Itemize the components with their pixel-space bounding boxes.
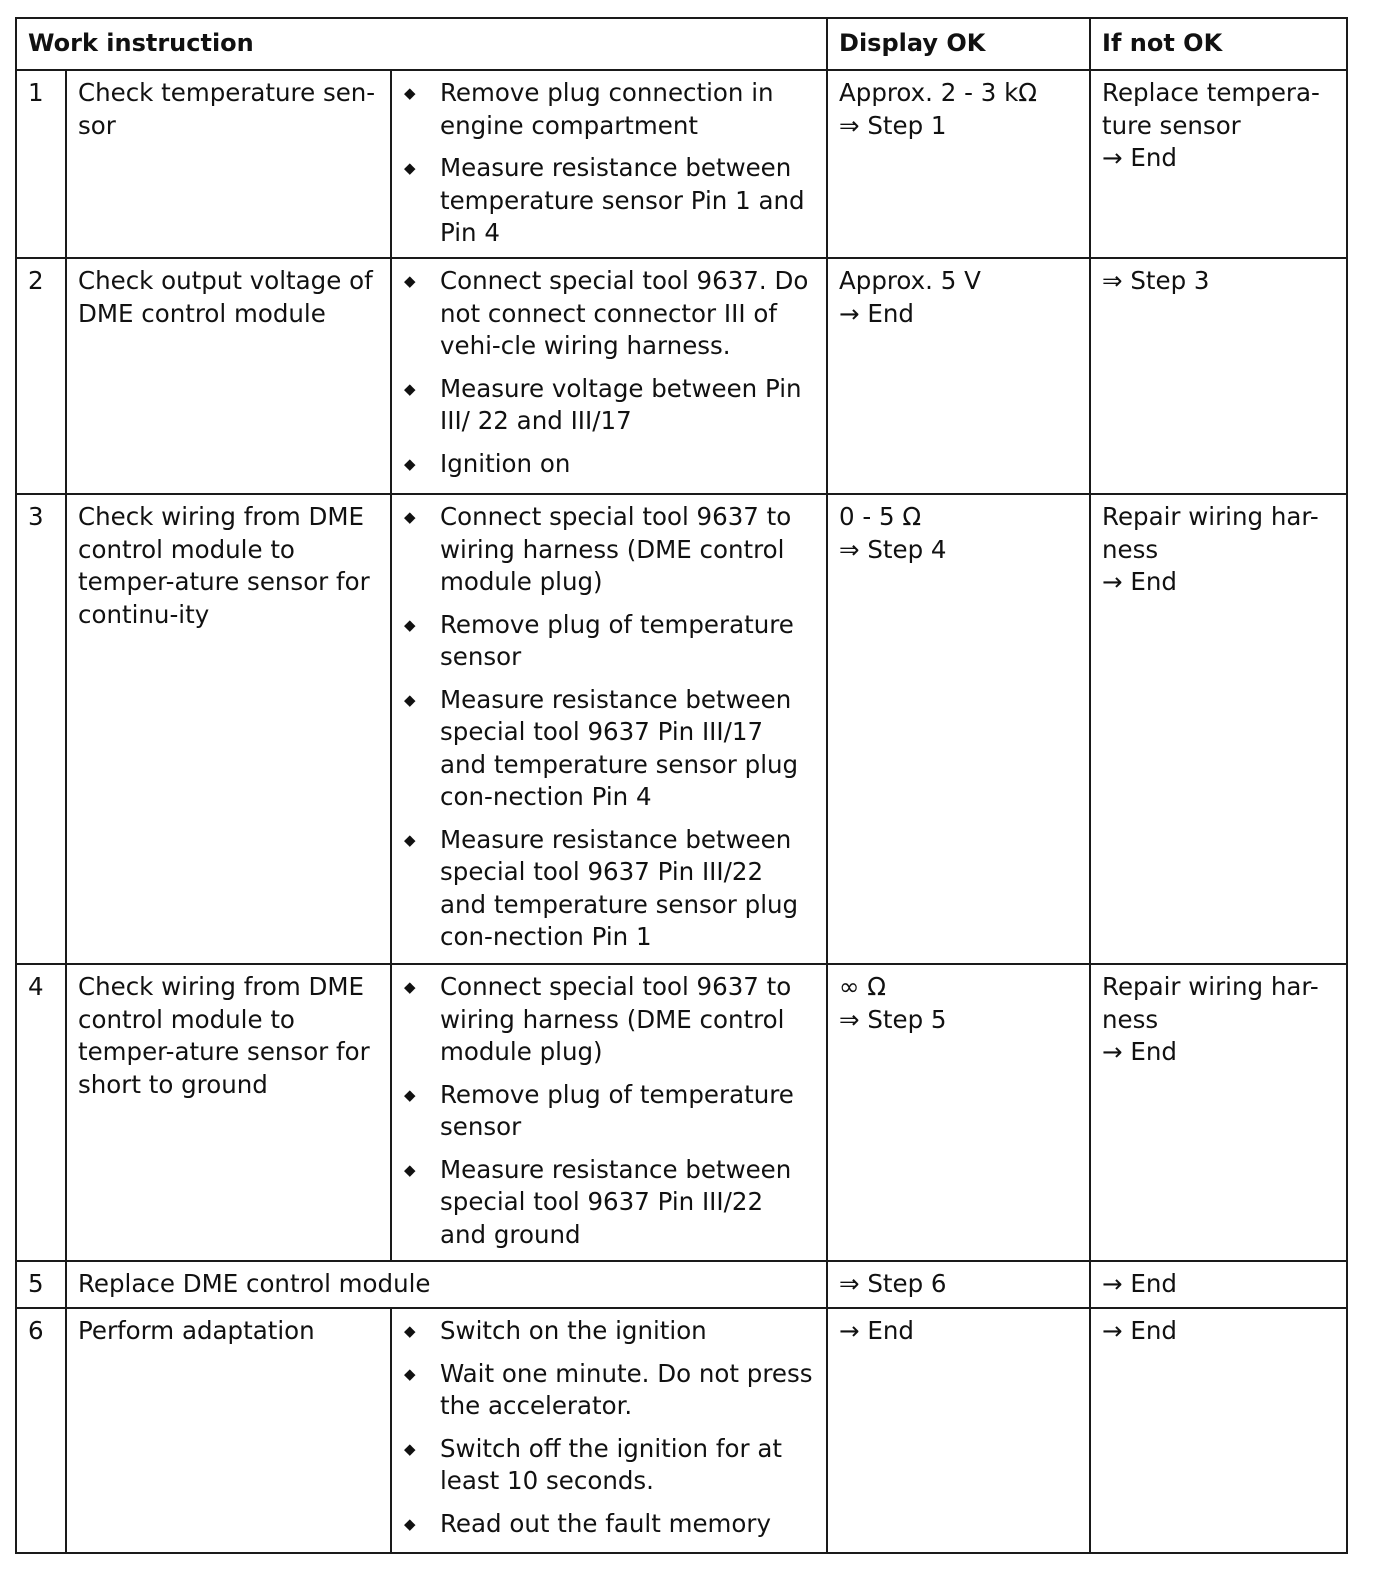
step-number: 4 xyxy=(16,964,66,1261)
list-item xyxy=(403,1433,816,1498)
display-ok-cell xyxy=(827,494,1090,964)
if-not-ok-next: → End xyxy=(1102,1037,1177,1066)
instruction-text: Remove plug of temperature sensor xyxy=(440,1079,794,1141)
work-instruction-sheet xyxy=(15,17,1346,1554)
display-ok-next: → End xyxy=(839,298,914,328)
display-ok-cell xyxy=(827,258,1090,494)
step-instructions xyxy=(391,964,827,1261)
diamond-bullet-icon: ◆ xyxy=(404,272,416,290)
step-number: 6 xyxy=(16,1308,66,1553)
diamond-bullet-icon: ◆ xyxy=(404,379,416,398)
instruction-text: Measure resistance between special tool 9637 Pin III/22 and temperature sensor plug con-nection Pin 1 xyxy=(440,824,799,951)
step-number: 1 xyxy=(16,70,66,258)
display-ok-value: 0 - 5 Ω xyxy=(839,502,922,531)
instruction-list xyxy=(403,971,816,1251)
table-row xyxy=(16,1308,1347,1553)
instruction-text: Remove plug connection in engine compartment xyxy=(440,78,774,140)
header-display-ok: Display OK xyxy=(827,18,1090,70)
if-not-ok-action: Repair wiring har-ness xyxy=(1102,972,1319,1034)
header-work-instruction: Work instruction xyxy=(16,18,827,70)
instruction-text: Ignition on xyxy=(440,448,571,478)
display-ok-value: ∞ Ω xyxy=(839,972,886,1001)
header-row xyxy=(16,18,1347,70)
display-ok-cell xyxy=(827,1261,1090,1308)
if-not-ok-next: → End xyxy=(1102,567,1177,596)
display-ok-value: Approx. 5 V xyxy=(839,266,981,295)
diamond-bullet-icon: ◆ xyxy=(404,508,416,526)
check-description: Check wiring from DME control module to temper-ature sensor for continu-ity xyxy=(66,494,391,964)
diamond-bullet-icon: ◆ xyxy=(404,615,416,634)
instruction-text: Remove plug of temperature sensor xyxy=(440,609,794,671)
step-instructions xyxy=(391,1308,827,1553)
if-not-ok-cell xyxy=(1090,1308,1347,1553)
instruction-list xyxy=(403,1315,816,1540)
display-ok-next: ⇒ Step 4 xyxy=(839,534,947,564)
table-row xyxy=(16,494,1347,964)
if-not-ok-cell xyxy=(1090,258,1347,494)
display-ok-cell xyxy=(827,1308,1090,1553)
instruction-text: Measure resistance between temperature sensor Pin 1 and Pin 4 xyxy=(440,153,805,247)
instruction-text: Read out the fault memory xyxy=(440,1508,771,1538)
list-item xyxy=(403,1508,816,1541)
diamond-bullet-icon: ◆ xyxy=(404,1364,416,1383)
if-not-ok-next: → End xyxy=(1102,1269,1177,1298)
list-item xyxy=(403,77,816,142)
if-not-ok-cell xyxy=(1090,70,1347,258)
diamond-bullet-icon: ◆ xyxy=(404,1085,416,1104)
instruction-list xyxy=(403,265,816,480)
diamond-bullet-icon: ◆ xyxy=(404,1439,416,1458)
list-item xyxy=(403,824,816,954)
diamond-bullet-icon: ◆ xyxy=(404,1514,416,1533)
list-item xyxy=(403,971,816,1069)
instruction-text: Measure voltage between Pin III/ 22 and III/17 xyxy=(440,373,802,435)
instruction-text: Switch off the ignition for at least 10 seconds. xyxy=(440,1433,782,1495)
step-number: 3 xyxy=(16,494,66,964)
display-ok-next: → End xyxy=(839,1316,914,1345)
table-row xyxy=(16,258,1347,494)
if-not-ok-action: Repair wiring har-ness xyxy=(1102,502,1319,564)
list-item xyxy=(403,609,816,674)
step-instructions xyxy=(391,494,827,964)
table-row xyxy=(16,1261,1347,1308)
check-description: Check wiring from DME control module to temper-ature sensor for short to ground xyxy=(66,964,391,1261)
display-ok-next: ⇒ Step 5 xyxy=(839,1004,947,1034)
diamond-bullet-icon: ◆ xyxy=(404,1322,416,1340)
header-if-not-ok: If not OK xyxy=(1090,18,1347,70)
check-description: Perform adaptation xyxy=(66,1308,391,1553)
if-not-ok-cell xyxy=(1090,964,1347,1261)
list-item xyxy=(403,265,816,363)
if-not-ok-cell xyxy=(1090,494,1347,964)
diamond-bullet-icon: ◆ xyxy=(404,978,416,996)
diamond-bullet-icon: ◆ xyxy=(404,690,416,709)
if-not-ok-next: → End xyxy=(1102,1316,1177,1345)
step-instructions xyxy=(391,70,827,258)
work-instruction-table xyxy=(15,17,1348,1554)
if-not-ok-cell xyxy=(1090,1261,1347,1308)
check-description: Check temperature sen-sor xyxy=(66,70,391,258)
if-not-ok-next: ⇒ Step 3 xyxy=(1102,266,1210,295)
display-ok-value: Approx. 2 - 3 kΩ xyxy=(839,78,1038,107)
step-instructions xyxy=(391,258,827,494)
instruction-text: Measure resistance between special tool 9637 Pin III/17 and temperature sensor plug con-nection Pin 4 xyxy=(440,684,799,811)
diamond-bullet-icon: ◆ xyxy=(404,159,416,177)
diamond-bullet-icon: ◆ xyxy=(404,454,416,473)
instruction-text: Wait one minute. Do not press the accelerator. xyxy=(440,1358,813,1420)
list-item xyxy=(403,501,816,599)
instruction-text: Measure resistance between special tool 9637 Pin III/22 and ground xyxy=(440,1154,792,1249)
if-not-ok-action: Replace tempera-ture sensor xyxy=(1102,78,1320,140)
check-description: Replace DME control module xyxy=(66,1261,827,1308)
table-row xyxy=(16,70,1347,258)
step-number: 2 xyxy=(16,258,66,494)
list-item xyxy=(403,373,816,438)
list-item xyxy=(403,448,816,481)
instruction-text: Switch on the ignition xyxy=(440,1316,707,1345)
display-ok-next: ⇒ Step 1 xyxy=(839,110,947,140)
display-ok-cell xyxy=(827,964,1090,1261)
table-row xyxy=(16,964,1347,1261)
step-number: 5 xyxy=(16,1261,66,1308)
list-item xyxy=(403,1079,816,1144)
list-item xyxy=(403,152,816,250)
instruction-list xyxy=(403,77,816,250)
diamond-bullet-icon: ◆ xyxy=(404,84,416,102)
instruction-text: Connect special tool 9637 to wiring harness (DME control module plug) xyxy=(440,502,792,596)
diamond-bullet-icon: ◆ xyxy=(404,830,416,849)
instruction-list xyxy=(403,501,816,954)
if-not-ok-next: → End xyxy=(1102,143,1177,172)
instruction-text: Connect special tool 9637 to wiring harness (DME control module plug) xyxy=(440,972,792,1066)
display-ok-cell xyxy=(827,70,1090,258)
display-ok-next: ⇒ Step 6 xyxy=(839,1269,947,1298)
instruction-text: Connect special tool 9637. Do not connect connector III of vehi-cle wiring harness. xyxy=(440,266,809,360)
list-item xyxy=(403,1315,816,1348)
check-description: Check output voltage of DME control module xyxy=(66,258,391,494)
list-item xyxy=(403,1358,816,1423)
list-item xyxy=(403,1154,816,1252)
list-item xyxy=(403,684,816,814)
diamond-bullet-icon: ◆ xyxy=(404,1160,416,1179)
